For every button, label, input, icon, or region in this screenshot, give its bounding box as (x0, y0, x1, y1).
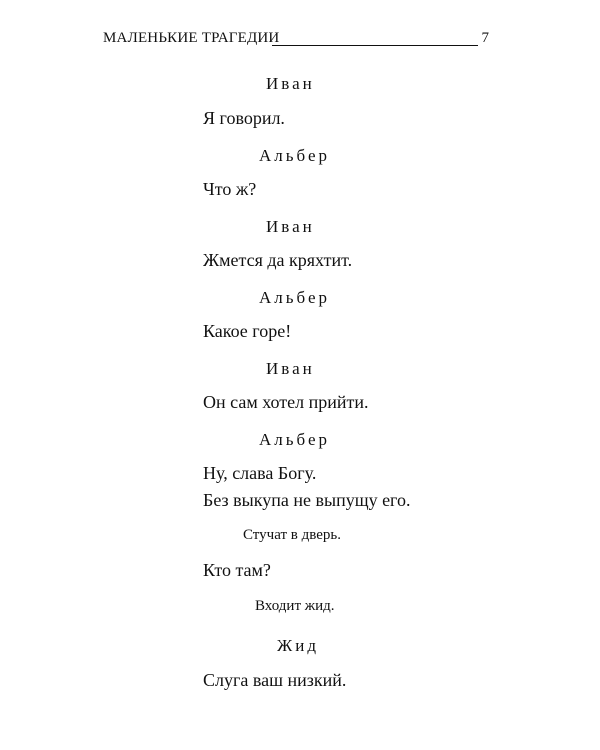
dialogue-line: Ну, слава Богу. (203, 463, 317, 483)
dialogue-line: Кто там? (203, 560, 271, 580)
header-rule (272, 45, 478, 46)
dialogue-line: Он сам хотел прийти. (203, 392, 369, 412)
dialogue-line: Слуга ваш низкий. (203, 670, 347, 690)
speaker-ivan: Иван (266, 359, 315, 378)
running-header (103, 30, 489, 50)
dialogue-line: Какое горе! (203, 321, 292, 341)
dialogue-line: Что ж? (203, 179, 257, 199)
dialogue-line: Жмется да кряхтит. (203, 250, 353, 270)
stage-direction: Входит жид. (255, 598, 335, 614)
speaker-alber: Альбер (259, 430, 330, 449)
page-number: 7 (481, 30, 489, 46)
dialogue-line: Я говорил. (203, 108, 285, 128)
dialogue-line: Без выкупа не выпущу его. (203, 490, 411, 510)
speaker-ivan: Иван (266, 217, 315, 236)
speaker-ivan: Иван (266, 74, 315, 93)
speaker-alber: Альбер (259, 146, 330, 165)
speaker-alber: Альбер (259, 288, 330, 307)
speaker-zhid: Жид (277, 636, 319, 655)
running-title: МАЛЕНЬКИЕ ТРАГЕДИИ (103, 30, 280, 46)
stage-direction: Стучат в дверь. (243, 527, 341, 543)
